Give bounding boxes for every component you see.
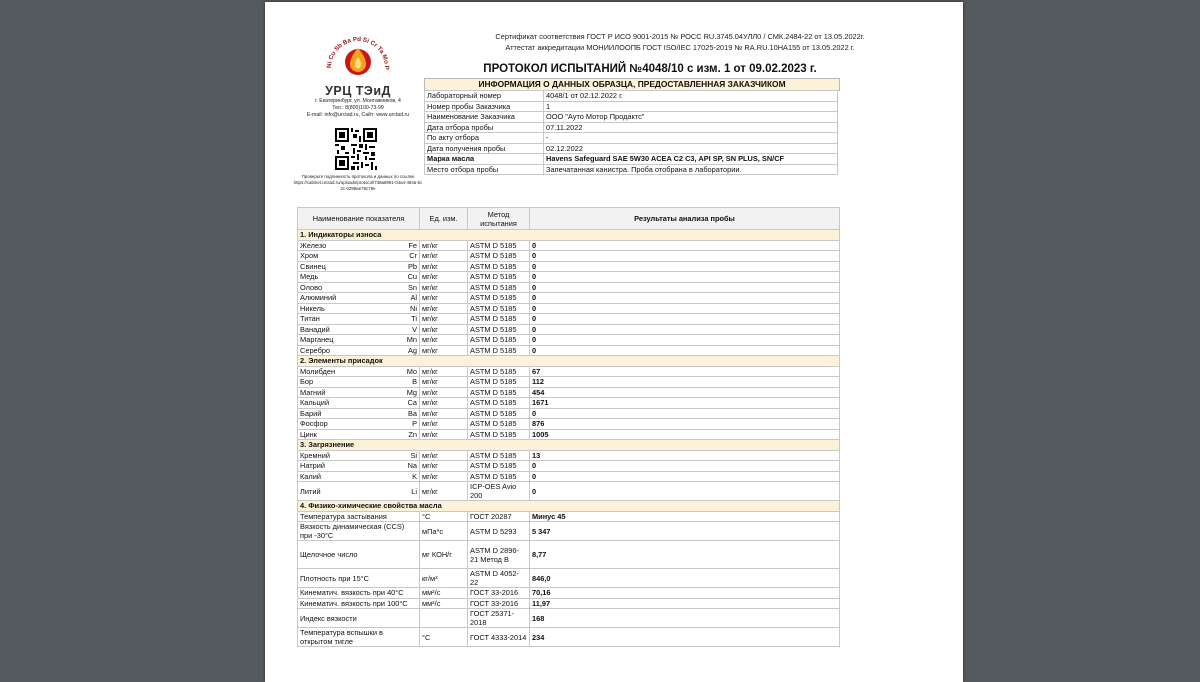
result-value: 0 — [530, 240, 840, 251]
result-row — [298, 522, 840, 541]
info-key: Дата получения пробы — [425, 143, 544, 154]
info-key: Марка масла — [425, 154, 544, 165]
info-value: 1 — [544, 101, 838, 112]
result-row — [298, 314, 840, 325]
unit-cell: мг/кг — [420, 261, 468, 272]
method-cell: ГОСТ 33-2016 — [468, 598, 530, 609]
method-cell: ASTM D 5185 — [468, 324, 530, 335]
result-row — [298, 511, 840, 522]
indicator-name: Свинец — [298, 261, 402, 272]
result-row — [298, 628, 840, 647]
method-cell: ICP-OES Avio 200 — [468, 482, 530, 501]
result-value: 1671 — [530, 398, 840, 409]
result-value: 8,77 — [530, 541, 840, 569]
unit-cell: мг/кг — [420, 429, 468, 440]
result-value: 0 — [530, 272, 840, 283]
result-row — [298, 461, 840, 472]
indicator-name: Кальций — [298, 398, 402, 409]
info-key: Номер пробы Заказчика — [425, 101, 544, 112]
header-indicator: Наименование показателя — [298, 208, 420, 230]
section-title: 2. Элементы присадок — [298, 356, 840, 367]
element-symbol: Al — [402, 293, 420, 304]
indicator-name: Бор — [298, 377, 402, 388]
unit-cell: мг/кг — [420, 482, 468, 501]
unit-cell: мг/кг — [420, 293, 468, 304]
result-value: 0 — [530, 482, 840, 501]
result-value: 168 — [530, 609, 840, 628]
lab-logo-block — [293, 30, 423, 119]
result-row — [298, 303, 840, 314]
section-row — [298, 501, 840, 512]
unit-cell: кг/м³ — [420, 569, 468, 588]
section-title: 3. Загрязнение — [298, 440, 840, 451]
info-row — [425, 112, 838, 123]
result-row — [298, 419, 840, 430]
info-key: По акту отбора — [425, 133, 544, 144]
info-key: Наименование Заказчика — [425, 112, 544, 123]
result-value: 0 — [530, 303, 840, 314]
indicator-name: Серебро — [298, 345, 402, 356]
indicator-name: Кинематич. вязкость при 100°С — [298, 598, 420, 609]
element-symbol: K — [402, 471, 420, 482]
info-row — [425, 164, 838, 175]
unit-cell: мг КОН/г — [420, 541, 468, 569]
indicator-name: Марганец — [298, 335, 402, 346]
method-cell: ASTM D 5185 — [468, 335, 530, 346]
result-value: 0 — [530, 261, 840, 272]
indicator-name: Литий — [298, 482, 402, 501]
unit-cell: мг/кг — [420, 282, 468, 293]
result-value: 234 — [530, 628, 840, 647]
header-result: Результаты анализа пробы — [530, 208, 840, 230]
element-symbol: Zn — [402, 429, 420, 440]
qr-code-icon — [335, 128, 377, 170]
result-row — [298, 251, 840, 262]
indicator-name: Калий — [298, 471, 402, 482]
result-value: 0 — [530, 345, 840, 356]
result-row — [298, 398, 840, 409]
method-cell: ASTM D 5185 — [468, 293, 530, 304]
info-row — [425, 154, 838, 165]
indicator-name: Цинк — [298, 429, 402, 440]
indicator-name: Медь — [298, 272, 402, 283]
unit-cell — [420, 609, 468, 628]
element-symbol: Sn — [402, 282, 420, 293]
element-symbol: Li — [402, 482, 420, 501]
info-row — [425, 91, 838, 102]
info-value: Havens Safeguard SAE 5W30 ACEA C2 C3, API SP, SN PLUS, SN/CF — [544, 154, 838, 165]
result-value: 13 — [530, 450, 840, 461]
element-symbol: Si — [402, 450, 420, 461]
result-row — [298, 471, 840, 482]
result-row — [298, 272, 840, 283]
unit-cell: °С — [420, 511, 468, 522]
method-cell: ASTM D 5185 — [468, 303, 530, 314]
indicator-name: Олово — [298, 282, 402, 293]
lab-phone: Тел.: 8(800)100-73-99 — [332, 105, 384, 111]
indicator-name: Титан — [298, 314, 402, 325]
result-row — [298, 598, 840, 609]
result-value: 0 — [530, 471, 840, 482]
unit-cell: мг/кг — [420, 450, 468, 461]
sample-info-table — [424, 90, 838, 175]
indicator-name: Натрий — [298, 461, 402, 472]
result-row — [298, 387, 840, 398]
header-unit: Ед. изм. — [420, 208, 468, 230]
unit-cell: мг/кг — [420, 324, 468, 335]
element-symbol: Na — [402, 461, 420, 472]
result-value: 67 — [530, 366, 840, 377]
unit-cell: мг/кг — [420, 272, 468, 283]
method-cell: ГОСТ 20287 — [468, 511, 530, 522]
unit-cell: мг/кг — [420, 366, 468, 377]
results-header-row — [298, 208, 840, 230]
method-cell: ASTM D 5185 — [468, 282, 530, 293]
element-symbol: Fe — [402, 240, 420, 251]
result-value: 0 — [530, 282, 840, 293]
sample-info-header: ИНФОРМАЦИЯ О ДАННЫХ ОБРАЗЦА, ПРЕДОСТАВЛЕННАЯ ЗАКАЗЧИКОМ — [424, 78, 840, 91]
lab-logo-icon — [323, 30, 393, 86]
unit-cell: мг/кг — [420, 240, 468, 251]
result-row — [298, 240, 840, 251]
result-row — [298, 408, 840, 419]
indicator-name: Фосфор — [298, 419, 402, 430]
unit-cell: мг/кг — [420, 377, 468, 388]
result-row — [298, 609, 840, 628]
method-cell: ГОСТ 4333-2014 — [468, 628, 530, 647]
element-symbol: P — [402, 419, 420, 430]
method-cell: ASTM D 5185 — [468, 429, 530, 440]
info-row — [425, 101, 838, 112]
method-cell: ГОСТ 25371-2018 — [468, 609, 530, 628]
result-value: 846,0 — [530, 569, 840, 588]
result-row — [298, 345, 840, 356]
info-key: Место отбора пробы — [425, 164, 544, 175]
indicator-name: Кремний — [298, 450, 402, 461]
method-cell: ASTM D 5293 — [468, 522, 530, 541]
result-row — [298, 450, 840, 461]
result-row — [298, 366, 840, 377]
info-key: Лабораторный номер — [425, 91, 544, 102]
indicator-name: Щелочное число — [298, 541, 420, 569]
indicator-name: Индекс вязкости — [298, 609, 420, 628]
info-value: - — [544, 133, 838, 144]
method-cell: ASTM D 4052-22 — [468, 569, 530, 588]
logo-ring-text: Ni Cu Sb Ba Pd Si Cr Ta Mo P — [325, 35, 391, 70]
element-symbol: Ba — [402, 408, 420, 419]
element-symbol: Mg — [402, 387, 420, 398]
indicator-name: Алюминий — [298, 293, 402, 304]
result-row — [298, 324, 840, 335]
unit-cell: °С — [420, 628, 468, 647]
result-row — [298, 541, 840, 569]
verify-caption: Проверьте подлинность протокола и данных по ссылке — [301, 174, 415, 179]
result-row — [298, 293, 840, 304]
method-cell: ASTM D 5185 — [468, 240, 530, 251]
result-value: 112 — [530, 377, 840, 388]
indicator-name: Температура застывания — [298, 511, 420, 522]
unit-cell: мг/кг — [420, 471, 468, 482]
result-row — [298, 588, 840, 599]
result-row — [298, 335, 840, 346]
result-value: 876 — [530, 419, 840, 430]
method-cell: ASTM D 5185 — [468, 450, 530, 461]
result-value: 0 — [530, 335, 840, 346]
element-symbol: Ca — [402, 398, 420, 409]
result-row — [298, 482, 840, 501]
unit-cell: мг/кг — [420, 461, 468, 472]
method-cell: ASTM D 5185 — [468, 408, 530, 419]
unit-cell: мг/кг — [420, 335, 468, 346]
method-cell: ASTM D 5185 — [468, 461, 530, 472]
section-row — [298, 230, 840, 241]
result-value: 1005 — [530, 429, 840, 440]
result-value: 0 — [530, 314, 840, 325]
method-cell: ASTM D 5185 — [468, 251, 530, 262]
certificate-block — [415, 31, 945, 53]
element-symbol: Cr — [402, 251, 420, 262]
section-title: 4. Физико-химические свойства масла — [298, 501, 840, 512]
unit-cell: мм²/с — [420, 598, 468, 609]
unit-cell: мг/кг — [420, 303, 468, 314]
certificate-line-1: Сертификат соответствия ГОСТ Р ИСО 9001-2015 № РОСС RU.3745.04УЛЛ0 / СМК.2484-22 от 13.05.2022г. — [495, 32, 865, 41]
element-symbol: B — [402, 377, 420, 388]
element-symbol: Pb — [402, 261, 420, 272]
protocol-title: ПРОТОКОЛ ИСПЫТАНИЙ №4048/10 с изм. 1 от 09.02.2023 г. — [483, 63, 817, 75]
result-row — [298, 569, 840, 588]
result-value: 0 — [530, 293, 840, 304]
result-row — [298, 429, 840, 440]
unit-cell: мг/кг — [420, 398, 468, 409]
info-value: 02.12.2022 — [544, 143, 838, 154]
indicator-name: Хром — [298, 251, 402, 262]
result-value: 0 — [530, 461, 840, 472]
result-value: 0 — [530, 324, 840, 335]
method-cell: ASTM D 5185 — [468, 314, 530, 325]
element-symbol: Cu — [402, 272, 420, 283]
info-key: Дата отбора пробы — [425, 122, 544, 133]
method-cell: ASTM D 5185 — [468, 377, 530, 388]
element-symbol: Ag — [402, 345, 420, 356]
method-cell: ASTM D 5185 — [468, 398, 530, 409]
verify-url[interactable]: https://cabinet.urctad.ru/uploads/protocol/738a8991-04a4-494a-bc2c-0298ae78c78e — [293, 180, 423, 191]
header-method: Метод испытания — [468, 208, 530, 230]
result-row — [298, 282, 840, 293]
info-row — [425, 143, 838, 154]
document-page — [265, 2, 963, 682]
indicator-name: Железо — [298, 240, 402, 251]
info-value: 4048/1 от 02.12.2022 г. — [544, 91, 838, 102]
certificate-line-2: Аттестат аккредитации МОНИИЛООПБ ГОСТ ISO/IEC 17025-2019 № RA.RU.10НА155 от 13.05.2022 г. — [505, 43, 855, 52]
indicator-name: Ванадий — [298, 324, 402, 335]
lab-name: УРЦ ТЭиД — [325, 84, 391, 98]
result-value: Минус 45 — [530, 511, 840, 522]
result-value: 0 — [530, 408, 840, 419]
method-cell: ASTM D 5185 — [468, 419, 530, 430]
unit-cell: мПа*с — [420, 522, 468, 541]
method-cell: ASTM D 5185 — [468, 272, 530, 283]
result-row — [298, 261, 840, 272]
indicator-name: Молибден — [298, 366, 402, 377]
unit-cell: мг/кг — [420, 419, 468, 430]
section-row — [298, 440, 840, 451]
method-cell: ASTM D 5185 — [468, 261, 530, 272]
indicator-name: Кинематич. вязкость при 40°С — [298, 588, 420, 599]
section-title: 1. Индикаторы износа — [298, 230, 840, 241]
indicator-name: Никель — [298, 303, 402, 314]
method-cell: ASTM D 5185 — [468, 345, 530, 356]
result-value: 70,16 — [530, 588, 840, 599]
lab-contacts: E-mail: info@urctad.ru, Сайт: www.urctad.ru — [306, 112, 410, 118]
unit-cell: мг/кг — [420, 345, 468, 356]
info-value: ООО "Ауто Мотор Продактс" — [544, 112, 838, 123]
method-cell: ASTM D 2896-21 Метод В — [468, 541, 530, 569]
section-row — [298, 356, 840, 367]
method-cell: ASTM D 5185 — [468, 387, 530, 398]
indicator-name: Температура вспышки в открытом тигле — [298, 628, 420, 647]
indicator-name: Плотность при 15°С — [298, 569, 420, 588]
lab-address: г. Екатеринбург, ул. Монтажников, 4 — [315, 98, 401, 104]
unit-cell: мг/кг — [420, 387, 468, 398]
element-symbol: Ti — [402, 314, 420, 325]
element-symbol: Mo — [402, 366, 420, 377]
indicator-name: Магний — [298, 387, 402, 398]
method-cell: ГОСТ 33-2016 — [468, 588, 530, 599]
result-value: 11,97 — [530, 598, 840, 609]
qr-caption — [293, 174, 423, 192]
element-symbol: V — [402, 324, 420, 335]
method-cell: ASTM D 5185 — [468, 366, 530, 377]
unit-cell: мг/кг — [420, 251, 468, 262]
result-row — [298, 377, 840, 388]
element-symbol: Mn — [402, 335, 420, 346]
info-row — [425, 133, 838, 144]
unit-cell: мг/кг — [420, 314, 468, 325]
info-row — [425, 122, 838, 133]
result-value: 0 — [530, 251, 840, 262]
method-cell: ASTM D 5185 — [468, 471, 530, 482]
element-symbol: Ni — [402, 303, 420, 314]
unit-cell: мм²/с — [420, 588, 468, 599]
info-value: 07.11.2022 — [544, 122, 838, 133]
unit-cell: мг/кг — [420, 408, 468, 419]
result-value: 454 — [530, 387, 840, 398]
indicator-name: Вязкость динамическая (CCS) при -30°С — [298, 522, 420, 541]
indicator-name: Барий — [298, 408, 402, 419]
result-value: 5 347 — [530, 522, 840, 541]
results-table — [297, 207, 840, 647]
info-value: Запечатанная канистра. Проба отобрана в лаборатории. — [544, 164, 838, 175]
